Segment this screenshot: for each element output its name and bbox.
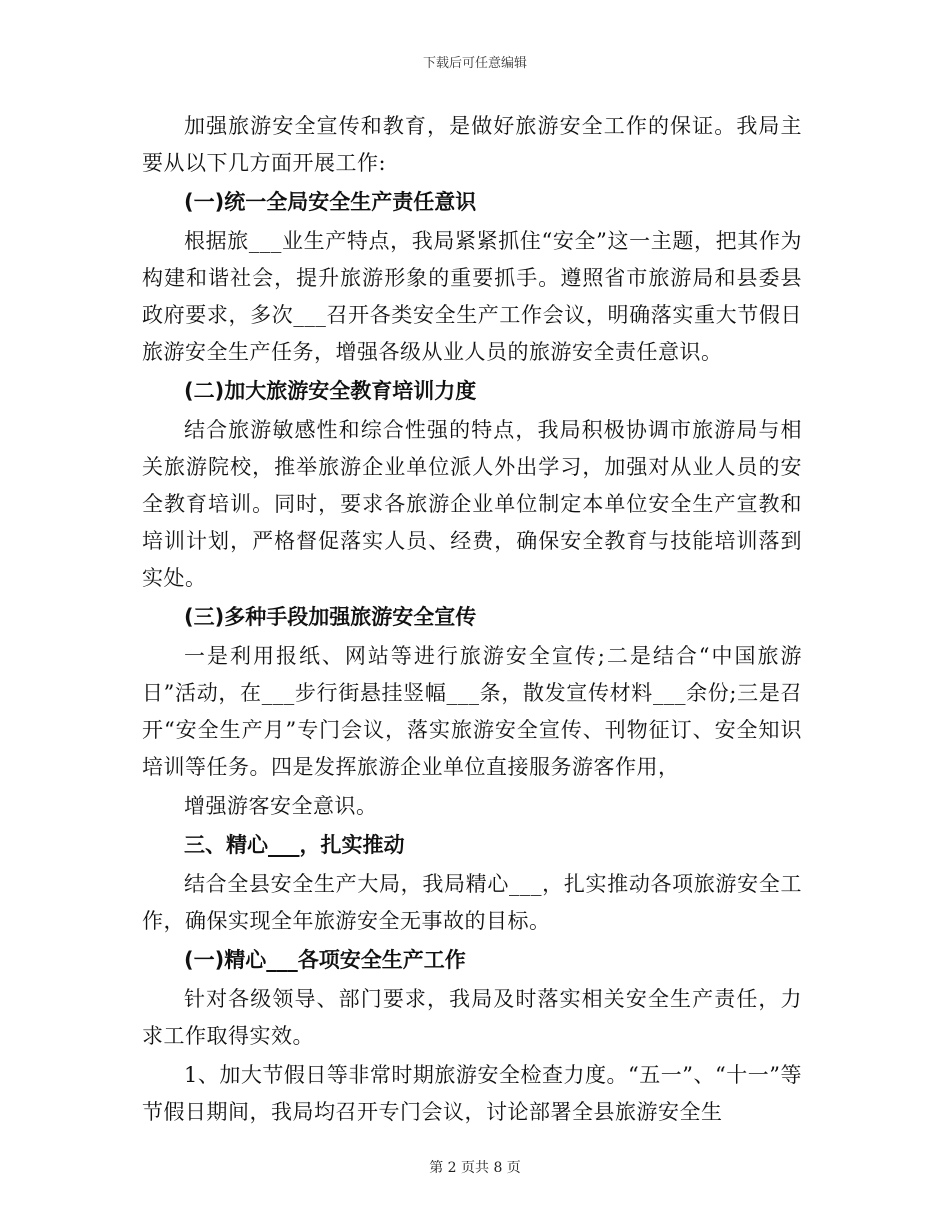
section-heading: (一)精心___各项安全生产工作 <box>184 948 466 972</box>
paragraph: 加强旅游安全宣传和教育，是做好旅游安全工作的保证。我局主要从以下几方面开展工作: <box>142 114 802 175</box>
page-header: 下载后可任意编辑 <box>422 56 527 71</box>
paragraph: 结合全县安全生产大局，我局精心___，扎实推动各项旅游安全工作，确保实现全年旅游安全无事故的目标。 <box>142 872 802 933</box>
paragraph: 增强游客安全意识。 <box>184 794 378 818</box>
page-footer: 第 2 页共 8 页 <box>429 1160 521 1176</box>
section-heading: (二)加大旅游安全教育培训力度 <box>184 379 477 403</box>
paragraph: 1、加大节假日等非常时期旅游安全检查力度。“五一”、“十一”等节假日期间，我局均召开专门会议，讨论部署全县旅游安全生 <box>142 1063 802 1124</box>
section-heading: 三、精心___，扎实推动 <box>184 833 405 857</box>
paragraph: 根据旅___业生产特点，我局紧紧抓住“安全”这一主题，把其作为构建和谐社会，提升旅游形象的重要抓手。遵照省市旅游局和县委县政府要求，多次___召开各类安全生产工作会议，明确落实重大节假日旅游安全生产任务，增强各级从业人员的旅游安全责任意识。 <box>142 229 802 364</box>
section-heading: (一)统一全局安全生产责任意识 <box>184 190 477 214</box>
section-heading: (三)多种手段加强旅游安全宣传 <box>184 605 477 629</box>
paragraph: 结合旅游敏感性和综合性强的特点，我局积极协调市旅游局与相关旅游院校，推举旅游企业单位派人外出学习，加强对从业人员的安全教育培训。同时，要求各旅游企业单位制定本单位安全生产宣教和培训计划，严格督促落实人员、经费，确保安全教育与技能培训落到实处。 <box>142 418 802 590</box>
paragraph: 一是利用报纸、网站等进行旅游安全宣传;二是结合“中国旅游日”活动，在___步行街悬挂竖幅___条，散发宣传材料___余份;三是召开“安全生产月”专门会议，落实旅游安全宣传、刊物征订、安全知识培训等任务。四是发挥旅游企业单位直接服务游客作用， <box>142 644 802 779</box>
document-body <box>142 108 802 1133</box>
paragraph: 针对各级领导、部门要求，我局及时落实相关安全生产责任，力求工作取得实效。 <box>142 987 802 1048</box>
